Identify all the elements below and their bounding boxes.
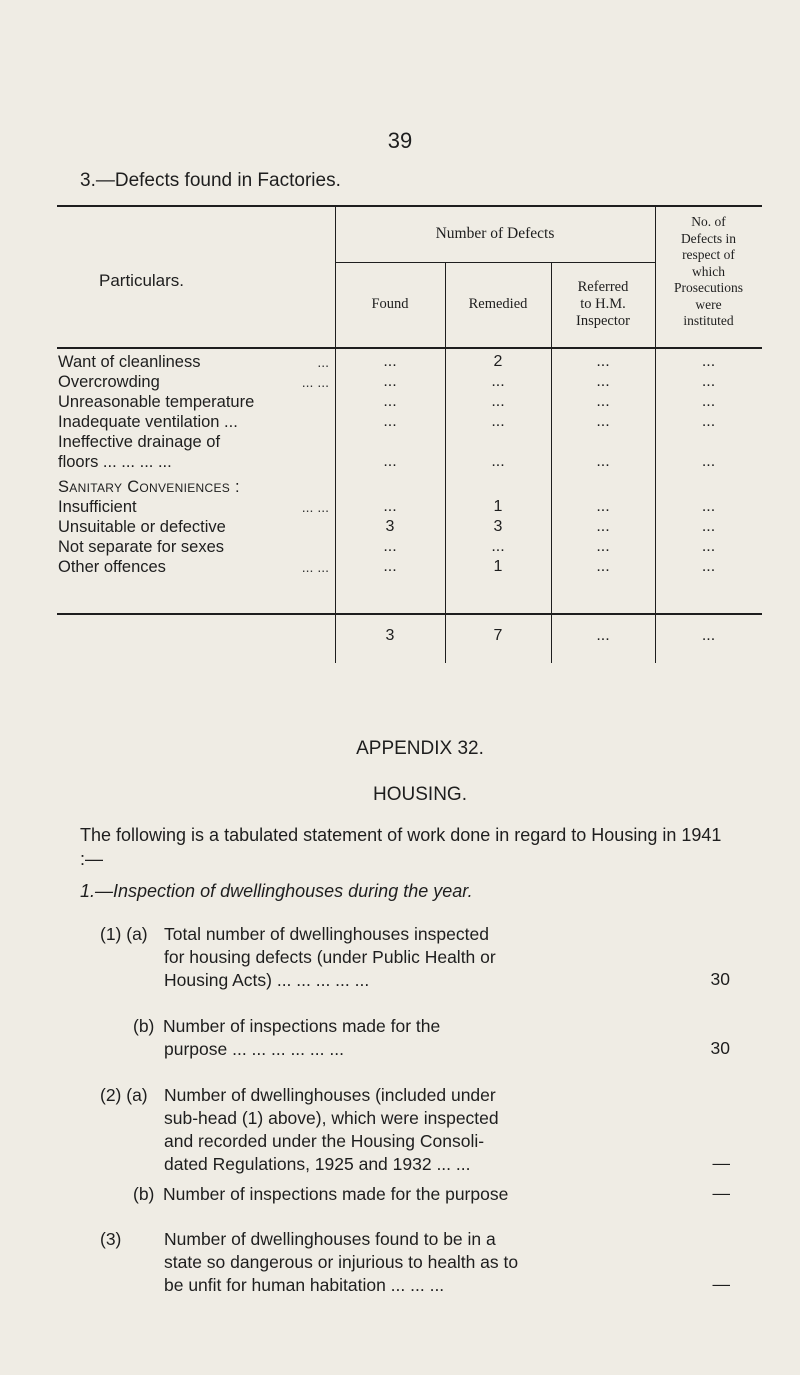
appendix-subtitle: HOUSING. <box>373 784 467 805</box>
housing-item-value: 30 <box>710 969 730 989</box>
total-prosecutions: ... <box>701 627 716 644</box>
housing-item-label: (1) (a) <box>100 924 148 944</box>
total-remedied: 7 <box>493 627 503 644</box>
housing-item-value: — <box>712 1183 730 1203</box>
table-cell-found: ... <box>383 538 397 555</box>
total-referred: ... <box>596 627 610 644</box>
table-cell-prosecutions: ... <box>701 393 716 410</box>
table-cell-prosecutions: ... <box>701 518 716 535</box>
table-cell-referred: ... <box>596 538 610 555</box>
subheader-rule <box>335 262 655 263</box>
table-cell-prosecutions: ... <box>701 453 716 470</box>
housing-item-text: be unfit for human habitation ... ... ... <box>164 1275 445 1295</box>
table-row-label: floors ... ... ... ... <box>58 453 172 471</box>
table-cell-referred: ... <box>596 353 610 370</box>
table-cell-referred: ... <box>596 373 610 390</box>
housing-item-label: (3) <box>100 1229 122 1249</box>
header-referred: Referred to H.M. Inspector <box>576 279 630 329</box>
table-row-label: Unsuitable or defective <box>58 518 226 536</box>
table-row-label: Unreasonable temperature <box>58 393 255 411</box>
housing-item-label: (b) <box>133 1184 155 1204</box>
appendix-subheading: 1.—Inspection of dwellinghouses during the year. <box>80 881 473 901</box>
table-cell-found: ... <box>383 373 397 390</box>
housing-item-value: — <box>712 1274 730 1294</box>
table-cell-prosecutions: ... <box>701 373 716 390</box>
table-cell-remedied: ... <box>491 453 505 470</box>
table-row-label: Insufficient <box>58 498 137 516</box>
table-row-label: Sanitary Conveniences : <box>58 478 240 496</box>
header-remedied: Remedied <box>468 296 528 312</box>
housing-item-text: Number of inspections made for the <box>163 1016 441 1036</box>
table-row-leader: ... ... <box>301 374 329 390</box>
housing-item-text: state so dangerous or injurious to health as to <box>164 1252 519 1272</box>
table-row-label: Inadequate ventilation ... <box>58 413 238 431</box>
table-cell-referred: ... <box>596 393 610 410</box>
table-row-leader: ... ... <box>301 559 329 575</box>
table-cell-found: ... <box>383 498 397 515</box>
table-cell-prosecutions: ... <box>701 538 716 555</box>
header-prosecutions: No. of Defects in respect of which Prosecutions were instituted <box>674 214 743 328</box>
defects-table <box>57 205 762 665</box>
housing-item-text: and recorded under the Housing Consoli- <box>164 1131 485 1151</box>
table-row-label: Not separate for sexes <box>58 538 224 556</box>
totals-top-rule <box>57 613 762 615</box>
housing-item-text: for housing defects (under Public Health or <box>164 947 496 967</box>
table-cell-prosecutions: ... <box>701 413 716 430</box>
table-cell-referred: ... <box>596 558 610 575</box>
housing-item-text: purpose ... ... ... ... ... ... <box>164 1039 344 1059</box>
header-bottom-rule <box>57 347 762 349</box>
housing-item-label: (b) <box>133 1016 155 1036</box>
housing-item-label: (2) (a) <box>100 1085 148 1105</box>
table-cell-remedied: 1 <box>493 558 503 575</box>
table-cell-found: ... <box>383 558 397 575</box>
table-cell-prosecutions: ... <box>701 558 716 575</box>
table-cell-found: 3 <box>385 518 395 535</box>
housing-item-text: Total number of dwellinghouses inspected <box>164 924 489 944</box>
header-particulars: Particulars. <box>99 271 185 290</box>
housing-item-text: Number of dwellinghouses found to be in a <box>164 1229 496 1249</box>
table-row-label: Want of cleanliness <box>58 353 201 371</box>
table-cell-remedied: ... <box>491 393 505 410</box>
table-cell-prosecutions: ... <box>701 353 716 370</box>
housing-item-text: Number of inspections made for the purpose <box>163 1184 509 1204</box>
table-row-label: Other offences <box>58 558 166 576</box>
table-cell-found: ... <box>383 393 397 410</box>
housing-item-value: — <box>712 1153 730 1173</box>
header-found: Found <box>371 296 409 312</box>
housing-item-value: 30 <box>710 1038 730 1058</box>
table-cell-remedied: ... <box>491 538 505 555</box>
total-found: 3 <box>385 627 395 644</box>
table-cell-referred: ... <box>596 413 610 430</box>
table-top-rule <box>57 205 762 207</box>
table-row-label: Overcrowding <box>58 373 160 391</box>
housing-item-text: dated Regulations, 1925 and 1932 ... ... <box>164 1154 471 1174</box>
page-number: 39 <box>387 128 413 153</box>
table-cell-remedied: 2 <box>493 353 503 370</box>
table-cell-remedied: ... <box>491 373 505 390</box>
table-cell-remedied: ... <box>491 413 505 430</box>
appendix-title: APPENDIX 32. <box>356 738 484 759</box>
table-cell-found: ... <box>383 453 397 470</box>
table-cell-referred: ... <box>596 453 610 470</box>
table-row-leader: ... <box>317 354 329 370</box>
table-cell-found: ... <box>383 353 397 370</box>
appendix-intro: The following is a tabulated statement of work done in regard to Housing in 1941 :— <box>80 825 722 869</box>
table-row-label: Ineffective drainage of <box>58 433 221 451</box>
housing-item-text: Housing Acts) ... ... ... ... ... <box>164 970 370 990</box>
table-cell-prosecutions: ... <box>701 498 716 515</box>
col-divider-1 <box>335 205 336 663</box>
table-cell-found: ... <box>383 413 397 430</box>
table-cell-remedied: 3 <box>493 518 503 535</box>
table-row-leader: ... ... <box>301 499 329 515</box>
table-cell-remedied: 1 <box>493 498 503 515</box>
header-number-of-defects: Number of Defects <box>435 225 555 242</box>
section-title: 3.—Defects found in Factories. <box>80 170 341 191</box>
table-cell-referred: ... <box>596 498 610 515</box>
housing-item-text: Number of dwellinghouses (included under <box>164 1085 496 1105</box>
housing-item-text: sub-head (1) above), which were inspected <box>164 1108 499 1128</box>
table-cell-referred: ... <box>596 518 610 535</box>
